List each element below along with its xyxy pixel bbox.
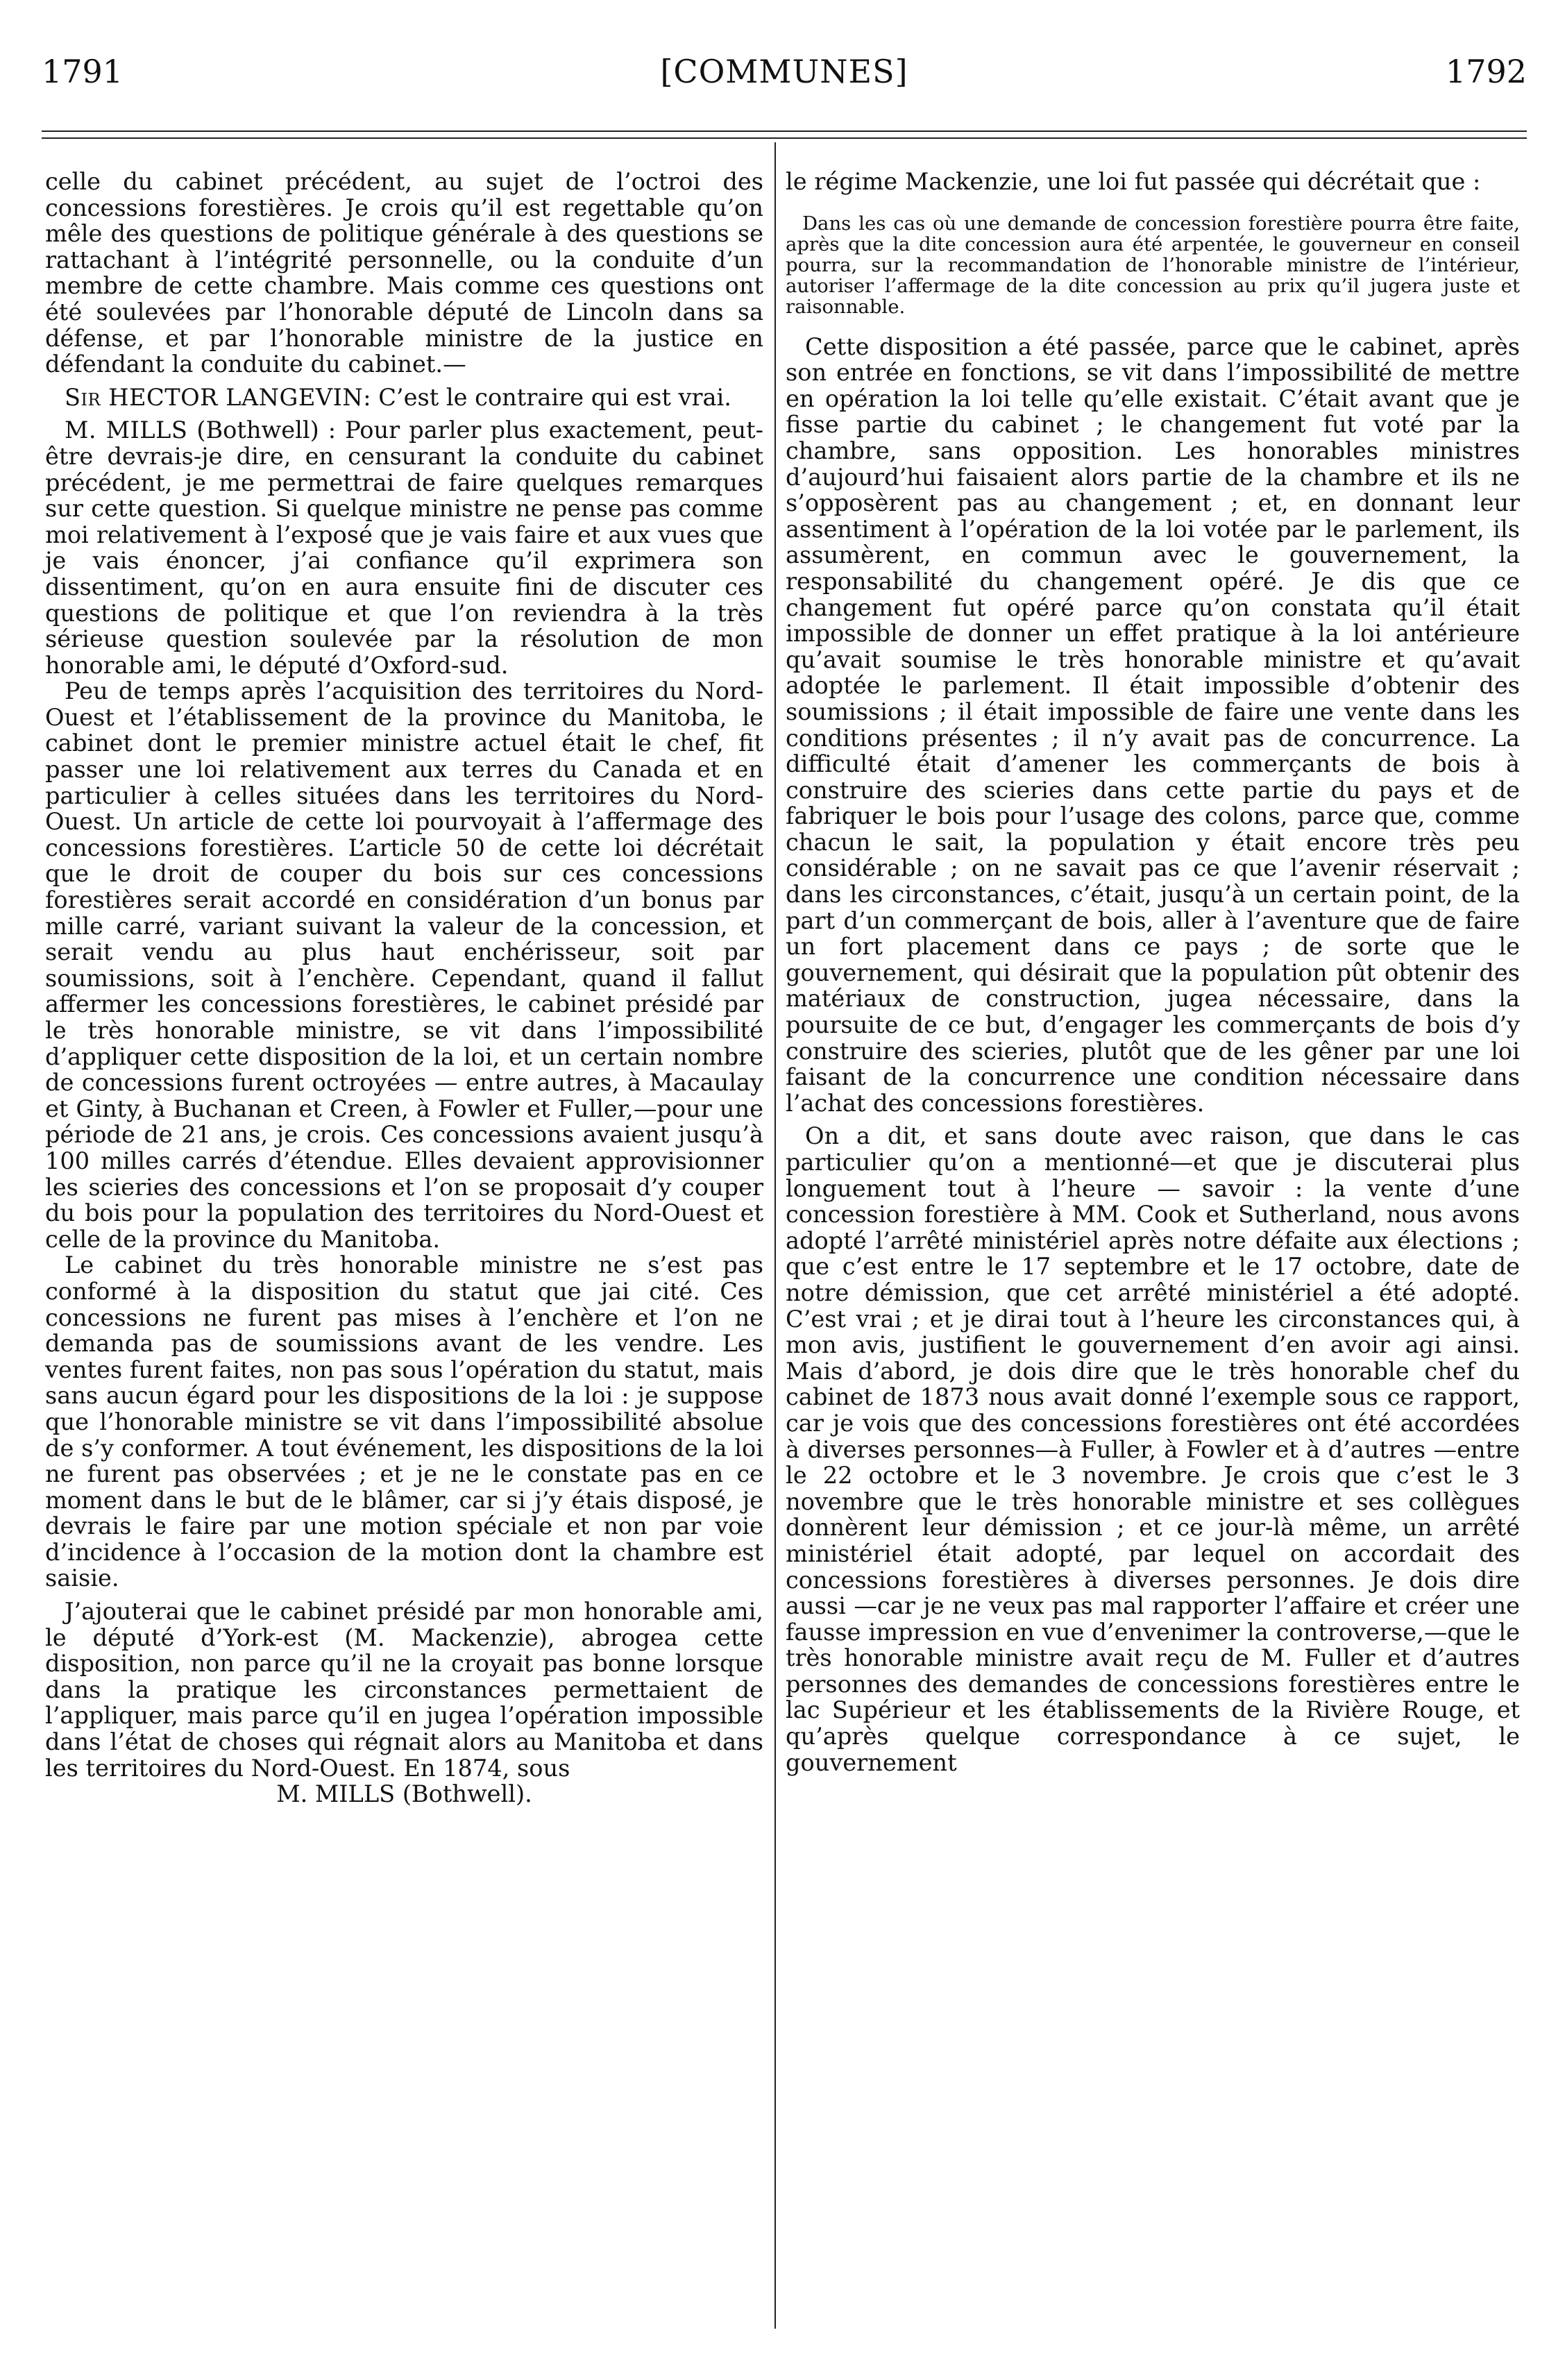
page-number-left: 1791: [42, 53, 124, 90]
paragraph: Peu de temps après l’acquisition des territoires du Nord-Ouest et l’établissement de la province du Manitoba, le cabinet dont le premier ministre actuel était le chef, fit passer une loi relativement aux terres du Canada et en particulier à celles situées dans les territoires du Nord-Ouest. Un article de cette loi pourvoyait à l’affermage des concessions forestières. L’article 50 de cette loi décrétait que le droit de couper du bois sur ces concessions forestières serait accordé en considération d’un bonus par mille carré, variant suivant la valeur de la concession, et serait vendu au plus haut enchérisseur, soit par soumissions, soit à l’enchère. Cependant, quand il fallut affermer les concessions forestières, le cabinet présidé par le très honorable ministre, se vit dans l’impossibilité d’appliquer cette disposition de la loi, et un certain nombre de concessions furent octroyées — entre autres, à Macaulay et Ginty, à Buchanan et Creen, à Fowler et Fuller,—pour une période de 21 ans, je crois. Ces concessions avaient jusqu’à 100 milles carrés d’étendue. Elles devaient approvisionner les scieries des concessions et l’on se proposait d’y couper du bois pour la population des territoires du Nord-Ouest et celle de la province du Manitoba.: [45, 677, 763, 1253]
paragraph: Cette disposition a été passée, parce que le cabinet, après son entrée en fonctions, se vit dans l’impossibilité de mettre en opération la loi telle qu’elle existait. C’était avant que je fisse partie du cabinet ; le changement fut voté par la chambre, sans opposition. Les honorables ministres d’aujourd’hui faisaient alors partie de la chambre et ils ne s’opposèrent pas au changement ; et, en donnant leur assentiment à l’opération de la loi votée par le parlement, ils assumèrent, en commun avec le gouvernement, la responsabilité du changement opéré. Je dis que ce changement fut opéré parce qu’on constata qu’il était impossible de donner un effet pratique à la loi antérieure qu’avait soumise le très honorable ministre et qu’avait adoptée le parlement. Il était impossible d’obtenir des soumissions ; il était impossible de faire une vente dans les conditions présentes ; il n’y avait pas de concurrence. La difficulté était d’amener les commerçants de bois à construire des scieries dans cette partie du pays et de fabriquer le bois pour l’usage des colons, parce que, comme chacun le sait, la population y était encore très peu considérable ; on ne savait pas ce que l’avenir réservait ; dans les circonstances, c’était, jusqu’à un certain point, de la part d’un commerçant de bois, aller à l’aventure que de faire un fort placement dans ce pays ; de sorte que le gouvernement, qui désirait que la population pût obtenir des matériaux de construction, jugea nécessaire, dans la poursuite de ce but, d’engager les commerçants de bois d’y construire des scieries, plutôt que de les gêner par une loi faisant de la concurrence une condition nécessaire dans l’achat des concessions forestières.: [786, 332, 1520, 1117]
quoted-statute: Dans les cas où une demande de concession forestière pourra être faite, après que la dite concession aura été arpentée, le gouverneur en conseil pourra, sur la recommandation de l’honorable ministre de l’intérieur, autoriser l’affermage de la dite concession au prix qu’il jugera juste et raisonnable.: [786, 212, 1520, 318]
header-rule-bottom: [42, 137, 1527, 139]
header-rule-top: [42, 130, 1527, 132]
speaker-name: M. MILLS: [65, 416, 188, 444]
paragraph: celle du cabinet précédent, au sujet de l’octroi des concessions forestières. Je crois qu’il est regettable qu’on mêle des questions de politique générale à des questions se rattachant à l’intégrité personnelle, ou la conduite d’un membre de cette chambre. Mais comme ces questions ont été soulevées par l’honorable député de Lincoln dans sa défense, et par l’honorable ministre de la justice en défendant la conduite du cabinet.—: [45, 168, 763, 378]
paragraph: On a dit, et sans doute avec raison, que dans le cas particulier qu’on a mentionné—et que je discuterai plus longuement tout à l’heure — savoir : la vente d’une concession forestière à MM. Cook et Sutherland, nous avons adopté l’arrêté ministériel après notre défaite aux élections ; que c’est entre le 17 septembre et le 17 octobre, date de notre démission, que cet arrêté ministériel a été adopté. C’est vrai ; et je dirai tout à l’heure les circonstances qui, à mon avis, justifient le gouvernement d’en avoir agi ainsi. Mais d’abord, je dois dire que le très honorable chef du cabinet de 1873 nous avait donné l’exemple sous ce rapport, car je vois que des concessions forestières ont été accordées à diverses personnes—à Fuller, à Fowler et à d’autres —entre le 22 octobre et le 3 novembre. Je crois que c’est le 3 novembre que le très honorable ministre et ses collègues donnèrent leur démission ; et ce jour-là même, un arrêté ministériel était adopté, par lequel on accordait des concessions forestières à diverses personnes. Je dois dire aussi —car je ne veux pas mal rapporter l’affaire et créer une fausse impression en vue d’envenimer la controverse,—que le très honorable ministre avait reçu de M. Fuller et d’autres personnes des demandes de concessions forestières entre le lac Supérieur et les établissements de la Rivière Rouge, et qu’après quelque correspondance à ce sujet, le gouvernement: [786, 1122, 1520, 1776]
paragraph: [45, 417, 763, 678]
left-column: [45, 169, 763, 1807]
page-number-right: 1792: [1445, 53, 1527, 90]
speaker-footer: M. MILLS (Bothwell).: [276, 1780, 532, 1808]
speaker-name: Sir HECTOR LANGEVIN: [65, 383, 364, 411]
right-column: [786, 169, 1520, 1775]
speech-text: : C’est le contraire qui est vrai.: [363, 383, 731, 411]
page-header: [42, 52, 1527, 94]
running-title: [COMMUNES]: [660, 53, 908, 90]
speech-text: (Bothwell) : Pour parler plus exactement, peut-être devrais-je dire, en censurant la conduite du cabinet précédent, je me permettrai de faire quelques remarques sur cette question. Si quelque ministre ne pense pas comme moi relativement à l’exposé que je vais faire et aux vues que je vais énoncer, j’ai confiance qu’il exprimera son dissentiment, qu’on en aura ensuite fini de discuter ces questions de politique et que l’on reviendra à la très sérieuse question soulevée par la résolution de mon honorable ami, le député d’Oxford-sud.: [45, 416, 763, 679]
column-divider: [774, 142, 776, 2329]
paragraph: J’ajouterai que le cabinet présidé par mon honorable ami, le député d’York-est (M. Mackenzie), abrogea cette disposition, non parce qu’il ne la croyait pas bonne lorsque dans la pratique les circonstances permettaient de l’appliquer, mais parce qu’il en jugea l’opération impossible dans l’état de choses qui régnait alors au Manitoba et dans les territoires du Nord-Ouest. En 1874, sous: [45, 1598, 763, 1782]
paragraph: [45, 385, 763, 411]
paragraph: Le cabinet du très honorable ministre ne s’est pas conformé à la disposition du statut que jai cité. Ces concessions ne furent pas mises à l’enchère et l’on ne demanda pas de soumissions avant de les vendre. Les ventes furent faites, non pas sous l’opération du statut, mais sans aucun égard pour les dispositions de la loi : je suppose que l’honorable ministre se vit dans l’impossibilité absolue de s’y conformer. A tout événement, les dispositions de la loi ne furent pas observées ; et je ne le constate pas en ce moment dans le but de le blâmer, car si j’y étais disposé, je devrais le faire par une motion spéciale et non par voie d’incidence à l’occasion de la motion dont la chambre est saisie.: [45, 1251, 763, 1592]
paragraph: le régime Mackenzie, une loi fut passée qui décrétait que :: [786, 168, 1481, 195]
